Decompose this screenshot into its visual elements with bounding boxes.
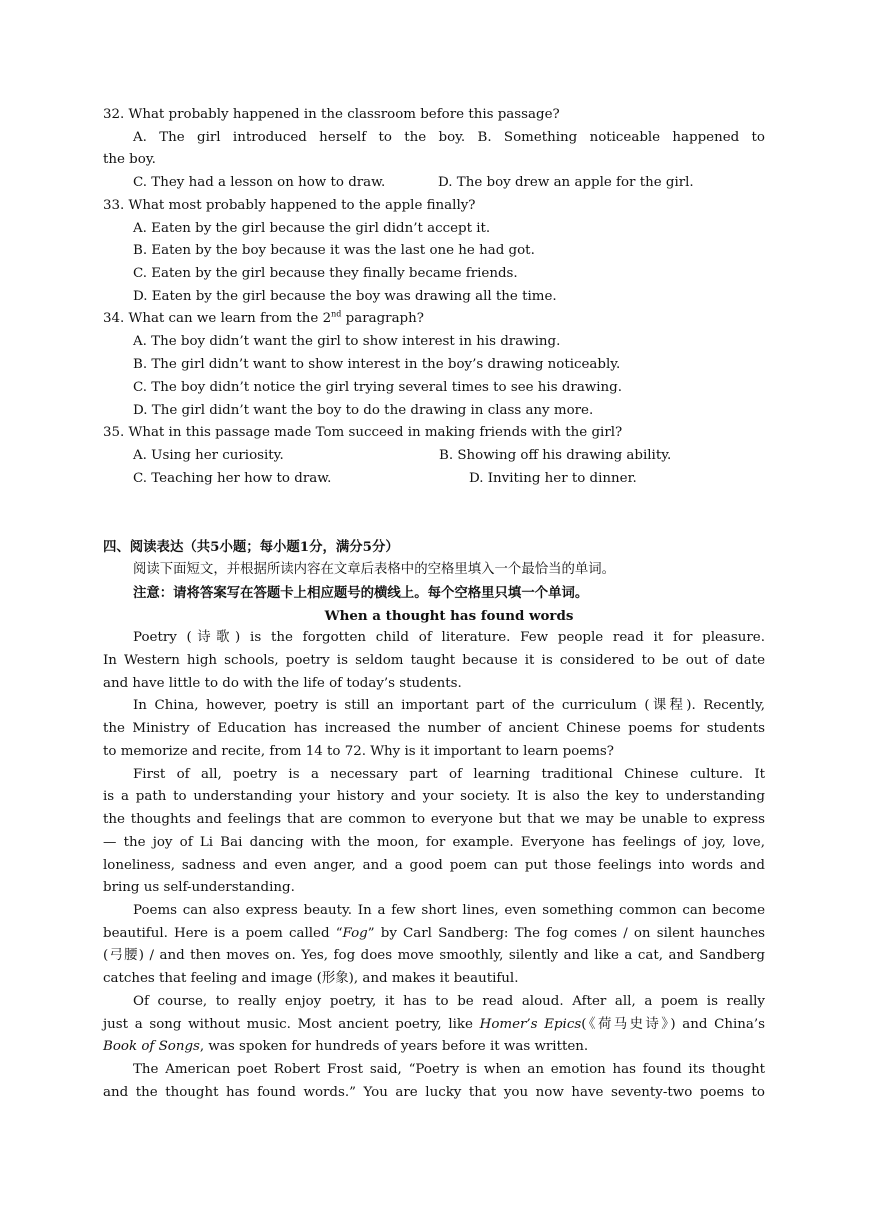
q34-stem-post: paragraph?	[341, 311, 424, 326]
p4-line-2-post: ” by Carl Sandberg: The fog comes / on silent haunches	[367, 926, 766, 941]
p3-line-3: the thoughts and feelings that are common to everyone but that we may be unable to express	[103, 812, 765, 827]
q32-stem: 32. What probably happened in the classroom before this passage?	[103, 107, 560, 122]
q34-stem	[103, 310, 765, 328]
p4-line-2-pre: beautiful. Here is a poem called “	[103, 926, 343, 941]
p2-line-1: In China, however, poetry is still an important part of the curriculum (课程). Recently,	[133, 698, 765, 713]
p6-line-2: and the thought has found words.” You are lucky that you now have seventy-two poems to	[103, 1085, 765, 1100]
p5-line-1: Of course, to really enjoy poetry, it has to be read aloud. After all, a poem is really	[133, 994, 765, 1009]
p3-line-2: is a path to understanding your history and your society. It is also the key to understanding	[103, 789, 765, 804]
p3-line-6: bring us self-understanding.	[103, 880, 295, 895]
book-title-book-of-songs: Book of Songs	[103, 1039, 200, 1054]
q32-option-d: D. The boy drew an apple for the girl.	[438, 175, 694, 190]
p5-line-3	[103, 1038, 765, 1056]
q33-option-b: B. Eaten by the boy because it was the last one he had got.	[133, 243, 535, 258]
poem-title-fog: Fog	[342, 926, 368, 941]
q35-option-c: C. Teaching her how to draw.	[133, 471, 332, 486]
p5-line-2	[103, 1016, 765, 1034]
p5-line-2-pre: just a song without music. Most ancient poetry, like	[103, 1017, 480, 1032]
q33-option-a: A. Eaten by the girl because the girl didn’t accept it.	[133, 221, 491, 236]
p5-line-3-post: , was spoken for hundreds of years before it was written.	[199, 1039, 589, 1054]
q32-option-c: C. They had a lesson on how to draw.	[133, 175, 386, 190]
p4-line-3: (弓腰) / and then moves on. Yes, fog does move smoothly, silently and like a cat, and Sandberg	[103, 948, 765, 963]
q34-option-d: D. The girl didn’t want the boy to do the drawing in class any more.	[133, 403, 594, 418]
p2-line-3: to memorize and recite, from 14 to 72. Why is it important to learn poems?	[103, 744, 614, 759]
q34-option-c: C. The boy didn’t notice the girl trying several times to see his drawing.	[133, 380, 622, 395]
p1-line-1: Poetry (诗歌) is the forgotten child of literature. Few people read it for pleasure.	[133, 630, 765, 645]
q34-option-b: B. The girl didn’t want to show interest in the boy’s drawing noticeably.	[133, 357, 621, 372]
q35-options-ab	[133, 447, 765, 465]
q32-options-ab: A. The girl introduced herself to the boy. B. Something noticeable happened to	[133, 130, 765, 145]
p4-line-4: catches that feeling and image (形象), and makes it beautiful.	[103, 971, 519, 986]
p1-line-2: In Western high schools, poetry is seldom taught because it is considered to be out of date	[103, 653, 765, 668]
q33-option-d: D. Eaten by the girl because the boy was drawing all the time.	[133, 289, 557, 304]
p4-line-2	[103, 925, 765, 943]
p3-line-4: — the joy of Li Bai dancing with the moon, for example. Everyone has feelings of joy, love,	[103, 835, 765, 850]
p2-line-2: the Ministry of Education has increased the number of ancient Chinese poems for students	[103, 721, 765, 736]
q35-option-d: D. Inviting her to dinner.	[469, 471, 637, 486]
q34-stem-sup: nd	[331, 309, 342, 319]
section-note: 注意：请将答案写在答题卡上相应题号的横线上。每个空格里只填一个单词。	[133, 585, 589, 601]
q35-stem: 35. What in this passage made Tom succeed in making friends with the girl?	[103, 425, 623, 440]
q35-option-a: A. Using her curiosity.	[133, 448, 284, 463]
section-heading: 四、阅读表达（共5小题；每小题1分，满分5分）	[103, 539, 399, 555]
q32-options-cd	[133, 174, 765, 192]
p3-line-1: First of all, poetry is a necessary part of learning traditional Chinese culture. It	[133, 767, 765, 782]
p3-line-5: loneliness, sadness and even anger, and a good poem can put those feelings into words and	[103, 858, 765, 873]
q35-option-b: B. Showing off his drawing ability.	[439, 448, 672, 463]
passage-title: When a thought has found words	[324, 608, 574, 624]
q35-options-cd	[133, 470, 765, 488]
q32-options-ab-cont: the boy.	[103, 152, 156, 167]
book-title-homer-epics: Homer’s Epics	[479, 1017, 582, 1032]
section-instruction: 阅读下面短文，并根据所读内容在文章后表格中的空格里填入一个最恰当的单词。	[133, 562, 616, 577]
p1-line-3: and have little to do with the life of today’s students.	[103, 676, 462, 691]
q34-option-a: A. The boy didn’t want the girl to show interest in his drawing.	[133, 334, 561, 349]
p5-line-2-mid: (《荷马史诗》) and China’s	[581, 1017, 765, 1032]
q34-stem-pre: 34. What can we learn from the 2	[103, 311, 332, 326]
q33-option-c: C. Eaten by the girl because they finally became friends.	[133, 266, 518, 281]
p6-line-1: The American poet Robert Frost said, “Poetry is when an emotion has found its thought	[133, 1062, 765, 1077]
p4-line-1: Poems can also express beauty. In a few short lines, even something common can become	[133, 903, 765, 918]
q33-stem: 33. What most probably happened to the apple finally?	[103, 198, 476, 213]
